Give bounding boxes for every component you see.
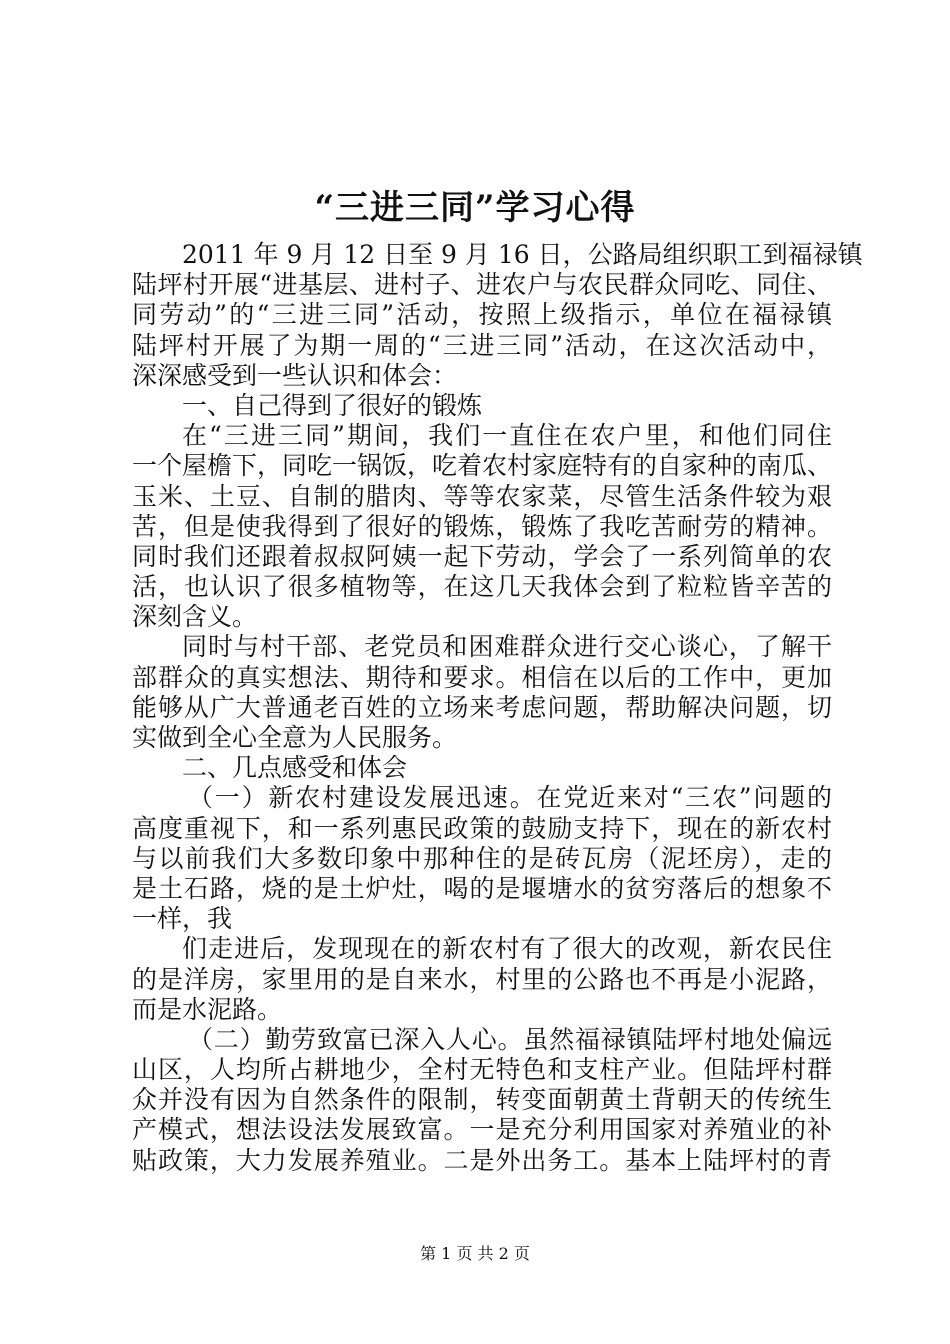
text-line: 与以前我们大多数印象中那种住的是砖瓦房（泥坯房），走的 [132,843,832,873]
text-line: 产模式，想法设法发展致富。一是充分利用国家对养殖业的补 [132,1115,832,1145]
document-title: “三进三同”学习心得 [314,188,636,228]
text-line: 深深感受到一些认识和体会： [132,360,458,390]
page-number: 第 1 页 共 2 页 [420,1244,530,1263]
text-line: 们走进后，发现现在的新农村有了很大的改观，新农民住 [182,934,832,964]
text-line: 实做到全心全意为人民服务。 [132,723,458,752]
text-line: （一）新农村建设发展迅速。在党近来对“三农”问题的 [188,783,832,813]
text-line: 能够从广大普通老百姓的立场来考虑问题，帮助解决问题，切 [132,692,832,722]
text-line: 苦，但是使我得到了很好的锻炼，锻炼了我吃苦耐劳的精神。 [132,511,832,541]
text-line: 同劳动”的“三进三同”活动，按照上级指示，单位在福禄镇 [132,300,832,330]
text-line: 同时我们还跟着叔叔阿姨一起下劳动，学会了一系列简单的农 [132,541,832,571]
text-line: 陆坪村开展“进基层、进村子、进农户与农民群众同吃、同住、 [132,270,832,300]
text-line: 一个屋檐下，同吃一锅饭，吃着农村家庭特有的自家种的南瓜、 [132,451,833,481]
text-line: 高度重视下，和一系列惠民政策的鼓励支持下，现在的新农村 [132,813,832,843]
text-line: 2011 年 9 月 12 日至 9 月 16 日，公路局组织职工到福禄镇 [182,240,863,269]
text-line: 在“三进三同”期间，我们一直住在农户里，和他们同住 [182,421,832,451]
text-line: 活，也认识了很多植物等，在这几天我体会到了粒粒皆辛苦的 [132,572,832,602]
text-line: 山区，人均所占耕地少，全村无特色和支柱产业。但陆坪村群 [132,1055,832,1085]
text-line: 众并没有因为自然条件的限制，转变面朝黄土背朝天的传统生 [132,1085,832,1115]
document-body [132,240,863,1176]
text-line: 而是水泥路。 [132,994,283,1024]
text-line: 一样，我 [132,904,233,934]
text-line: 陆坪村开展了为期一周的“三进三同”活动，在这次活动中， [132,330,832,360]
text-line: 的是洋房，家里用的是自来水，村里的公路也不再是小泥路， [132,964,832,994]
section-heading: 一、自己得到了很好的锻炼 [182,390,483,420]
text-line: 贴政策，大力发展养殖业。二是外出务工。基本上陆坪村的青 [132,1145,832,1175]
text-line: 深刻含义。 [132,602,258,632]
section-heading: 二、几点感受和体会 [182,753,408,783]
text-line: 玉米、土豆、自制的腊肉、等等农家菜，尽管生活条件较为艰 [132,481,832,511]
text-line: 是土石路，烧的是土炉灶，喝的是堰塘水的贫穷落后的想象不 [132,873,832,903]
text-line: （二）勤劳致富已深入人心。虽然福禄镇陆坪村地处偏远 [188,1024,832,1054]
text-line: 部群众的真实想法、期待和要求。相信在以后的工作中，更加 [132,662,832,692]
text-line: 同时与村干部、老党员和困难群众进行交心谈心，了解干 [182,632,832,662]
